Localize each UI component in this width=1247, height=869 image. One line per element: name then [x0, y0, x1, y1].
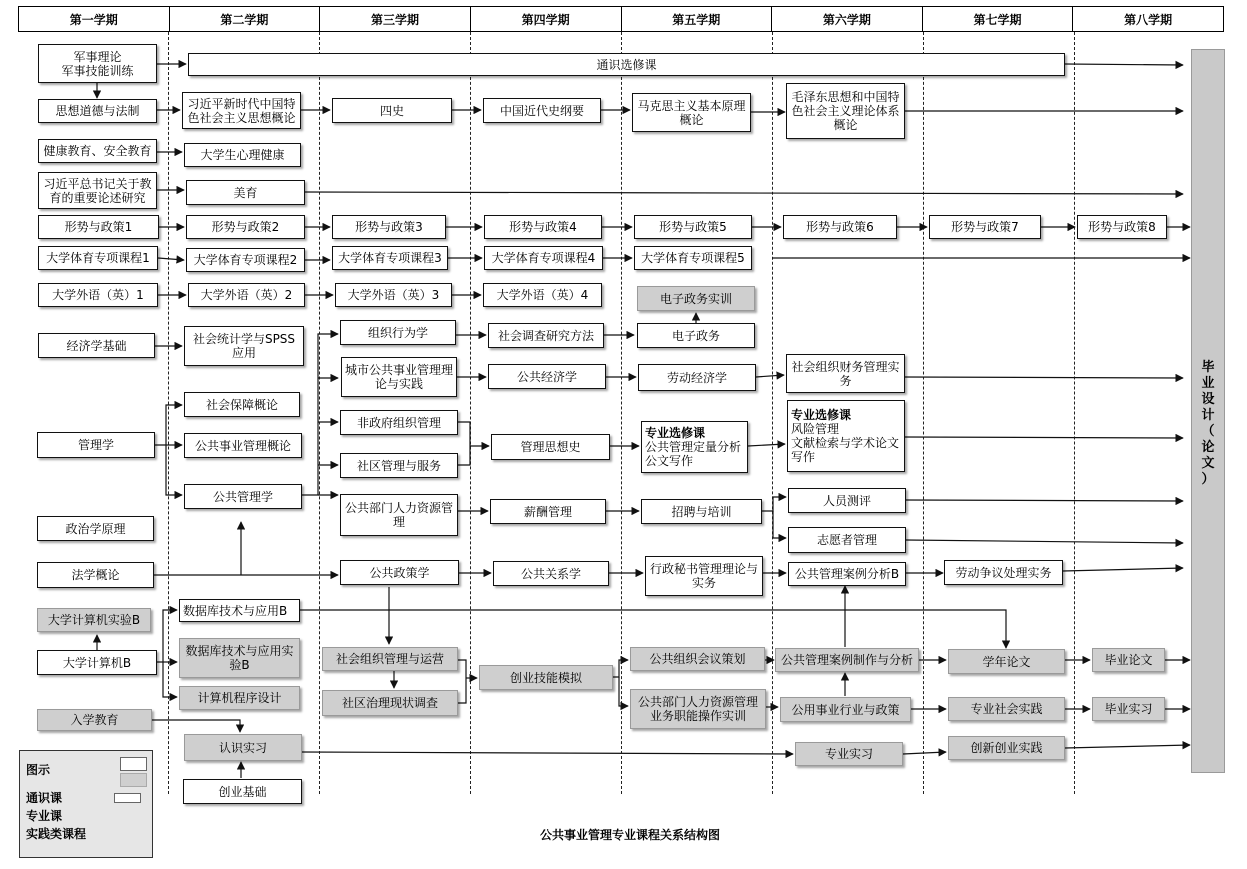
- course-english-2: 大学外语（英）2: [188, 283, 305, 307]
- semester-1: 第一学期: [19, 7, 170, 31]
- arrow: [158, 258, 184, 260]
- graduation-char: ）: [1201, 472, 1215, 487]
- course-labor-dispute: 劳动争议处理实务: [944, 560, 1063, 585]
- arrow: [300, 610, 1006, 648]
- arrow: [905, 377, 1183, 378]
- course-xi-thought: 习近平新时代中国特色社会主义思想概论: [182, 92, 301, 129]
- diagram-caption: 公共事业管理专业课程关系结构图: [539, 828, 720, 842]
- general-elective-bar: 通识选修课: [188, 53, 1065, 76]
- course-public-affairs-intro: 公共事业管理概论: [184, 433, 302, 458]
- graduation-char: 文: [1201, 456, 1215, 471]
- course-situation-policy-7: 形势与政策7: [929, 215, 1041, 239]
- course-statistics-spss: 社会统计学与SPSS应用: [184, 326, 304, 366]
- course-management-thought-history: 管理思想史: [491, 434, 610, 460]
- semester-7: 第七学期: [923, 7, 1074, 31]
- course-public-policy: 公共政策学: [340, 560, 459, 585]
- course-situation-policy-6: 形势与政策6: [783, 215, 897, 239]
- course-mao-thought: 毛泽东思想和中国特色社会主义理论体系概论: [786, 83, 905, 139]
- legend-swatch-general: [114, 793, 141, 803]
- course-social-org-operation: 社会组织管理与运营: [322, 647, 458, 671]
- course-public-management: 公共管理学: [184, 484, 302, 509]
- arrow: [302, 752, 793, 754]
- course-modern-history: 中国近代史纲要: [483, 98, 601, 123]
- course-situation-policy-2: 形势与政策2: [186, 215, 305, 239]
- course-compensation: 薪酬管理: [490, 499, 606, 524]
- arrow: [152, 720, 240, 732]
- legend-major: 专业课: [26, 809, 63, 823]
- course-cognition-internship: 认识实习: [184, 734, 302, 761]
- legend-practice: 实践类课程: [26, 827, 87, 841]
- course-pe-4: 大学体育专项课程4: [484, 246, 603, 270]
- semester-8: 第八学期: [1124, 12, 1173, 27]
- course-annual-thesis: 学年论文: [948, 649, 1065, 674]
- course-social-security: 社会保障概论: [184, 392, 300, 417]
- course-situation-policy-5: 形势与政策5: [634, 215, 752, 239]
- course-english-3: 大学外语（英）3: [335, 283, 452, 307]
- course-social-org-finance: 社会组织财务管理实务: [786, 354, 905, 393]
- course-personnel-assessment: 人员测评: [788, 488, 906, 513]
- course-education-discourse: 习近平总书记关于教育的重要论述研究: [38, 172, 157, 209]
- course-e-gov-training: 电子政务实训: [637, 286, 755, 311]
- course-innovation-practice: 创新创业实践: [948, 736, 1065, 760]
- course-english-1: 大学外语（英）1: [38, 283, 158, 307]
- course-programming: 计算机程序设计: [179, 686, 300, 710]
- course-org-meeting-planning: 公共组织会议策划: [630, 647, 765, 671]
- semester-6: 第六学期: [772, 7, 923, 31]
- arrow: [163, 662, 177, 697]
- course-utilities-industry-policy: 公用事业行业与政策: [780, 697, 911, 722]
- course-political-science: 政治学原理: [37, 516, 154, 541]
- graduation-char: 设: [1201, 392, 1215, 407]
- legend-title: 图示: [26, 763, 51, 777]
- course-public-relations: 公共关系学: [493, 561, 609, 586]
- semester-5: 第五学期: [622, 7, 773, 31]
- course-entrepreneurship-basics: 创业基础: [183, 779, 302, 804]
- course-public-hr: 公共部门人力资源管理: [340, 494, 458, 536]
- arrow: [157, 610, 177, 662]
- arrow: [302, 334, 338, 495]
- course-pe-5: 大学体育专项课程5: [634, 246, 752, 270]
- course-four-histories: 四史: [332, 98, 452, 123]
- semester-4: 第四学期: [471, 7, 622, 31]
- course-case-production: 公共管理案例制作与分析: [775, 648, 919, 672]
- course-english-4: 大学外语（英）4: [483, 283, 602, 307]
- course-social-research-methods: 社会调查研究方法: [488, 323, 604, 348]
- graduation-char: 毕: [1201, 360, 1215, 375]
- course-ethics-law: 思想道德与法制: [38, 99, 157, 123]
- arrow: [903, 752, 946, 754]
- course-military: 军事理论 军事技能训练: [38, 44, 157, 83]
- course-urban-public-utilities: 城市公共事业管理理论与实践: [341, 357, 457, 397]
- graduation-design-label: [1199, 360, 1217, 488]
- course-pe-3: 大学体育专项课程3: [332, 246, 448, 270]
- graduation-char: 计: [1201, 408, 1215, 423]
- course-e-government: 电子政务: [637, 323, 755, 348]
- arrow: [1063, 568, 1183, 571]
- course-computer: 大学计算机B: [37, 650, 157, 675]
- arrow: [305, 192, 1183, 194]
- connector: [458, 660, 466, 703]
- course-database: 数据库技术与应用B: [179, 599, 300, 622]
- arrow: [1065, 745, 1190, 748]
- course-public-economics: 公共经济学: [488, 364, 606, 389]
- arrow: [166, 445, 182, 495]
- course-computer-lab: 大学计算机实验B: [37, 608, 151, 632]
- course-orientation: 入学教育: [37, 709, 152, 731]
- course-ngo-management: 非政府组织管理: [340, 410, 458, 435]
- course-health-safety: 健康教育、安全教育: [38, 139, 157, 163]
- course-recruitment-training: 招聘与培训: [641, 499, 762, 524]
- semester-3: 第三学期: [320, 7, 471, 31]
- course-database-lab: 数据库技术与应用实验B: [179, 638, 300, 678]
- course-situation-policy-1: 形势与政策1: [38, 215, 159, 239]
- course-marxism: 马克思主义基本原理概论: [632, 93, 751, 132]
- arrow: [756, 375, 784, 377]
- course-organizational-behavior: 组织行为学: [340, 320, 456, 345]
- course-admin-secretary: 行政秘书管理理论与实务: [645, 556, 763, 596]
- graduation-char: 论: [1201, 440, 1215, 455]
- course-management: 管理学: [37, 432, 155, 458]
- course-case-analysis: 公共管理案例分析B: [788, 562, 906, 586]
- course-entrepreneurship-simulation: 创业技能模拟: [479, 665, 613, 690]
- graduation-char: （: [1201, 424, 1215, 439]
- course-elective-group-5: [641, 421, 748, 473]
- arrow: [906, 500, 1183, 501]
- course-community-management: 社区管理与服务: [340, 453, 458, 478]
- course-professional-internship: 专业实习: [795, 742, 903, 766]
- course-volunteer-management: 志愿者管理: [788, 527, 906, 553]
- course-situation-policy-3: 形势与政策3: [332, 215, 446, 239]
- course-law: 法学概论: [37, 562, 154, 588]
- legend-general: 通识课: [26, 791, 63, 805]
- legend: [19, 750, 153, 858]
- course-community-governance-survey: 社区治理现状调查: [322, 690, 458, 716]
- course-labor-economics: 劳动经济学: [638, 364, 756, 391]
- course-aesthetics: 美育: [186, 180, 305, 205]
- graduation-char: 业: [1201, 376, 1215, 391]
- legend-swatch-gray: [120, 773, 147, 787]
- semester-2: 第二学期: [170, 7, 321, 31]
- legend-swatch-white: [120, 757, 147, 771]
- arrow: [1065, 64, 1183, 65]
- course-situation-policy-4: 形势与政策4: [484, 215, 602, 239]
- course-social-practice: 专业社会实践: [948, 697, 1065, 721]
- connector: [458, 422, 470, 465]
- arrow: [619, 677, 628, 706]
- course-situation-policy-8: 形势与政策8: [1077, 215, 1167, 239]
- course-pe-1: 大学体育专项课程1: [38, 246, 158, 270]
- arrow: [906, 540, 1183, 543]
- arrow: [905, 437, 1183, 438]
- elective-title: 专业选修课: [645, 426, 706, 440]
- course-economics: 经济学基础: [38, 333, 155, 358]
- course-graduation-thesis: 毕业论文: [1092, 648, 1165, 672]
- course-mental-health: 大学生心理健康: [184, 143, 301, 167]
- arrow: [155, 405, 182, 445]
- arrow: [748, 444, 785, 446]
- arrow: [762, 497, 786, 511]
- elective-title: 专业选修课: [791, 408, 852, 422]
- course-elective-group-6: [787, 400, 905, 472]
- arrow: [613, 660, 628, 677]
- course-pe-2: 大学体育专项课程2: [186, 248, 305, 272]
- arrow: [773, 511, 786, 538]
- course-hr-operation-training: 公共部门人力资源管理业务职能操作实训: [630, 689, 766, 729]
- course-graduation-internship: 毕业实习: [1092, 697, 1165, 721]
- elective-list: 风险管理 文献检索与学术论文写作: [791, 422, 900, 464]
- elective-list: 公共管理定量分析 公文写作: [645, 440, 742, 468]
